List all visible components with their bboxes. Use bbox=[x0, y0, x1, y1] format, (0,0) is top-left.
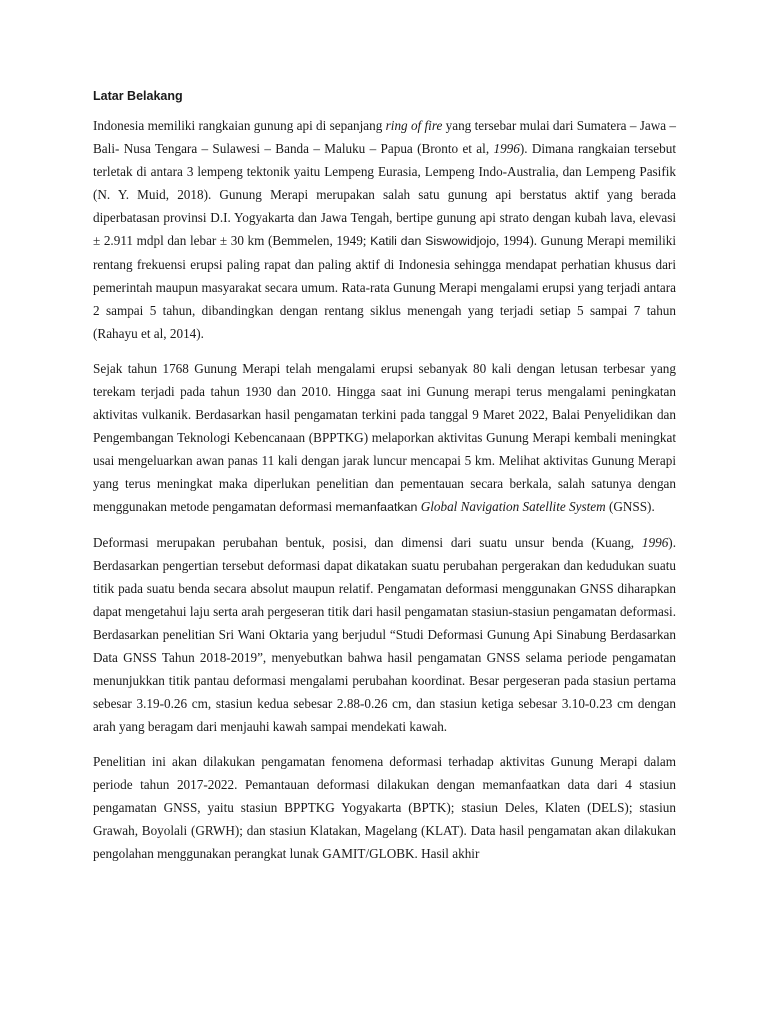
italic-text: ring of fire bbox=[385, 118, 443, 133]
text-segment: ). Dimana rangkaian tersebut terletak di antara 3 lempeng tektonik yaitu Lempeng Eurasia, Lempeng Indo-Australia, dan Lempeng Pasifik (N. Y. Muid, 2018). Gunung Merapi merupakan salah satu gunung api berstatus aktif yang berada diperbatasan provinsi D.I. Yogyakarta dan Jawa Tengah, bertipe gunung api strato dengan kubah lava, elevasi ± 2.911 mdpl dan lebar ± 30 km (Bemmelen, 1949; bbox=[93, 141, 677, 248]
text-segment: memanfaatkan bbox=[335, 500, 418, 514]
paragraph-1 bbox=[93, 114, 676, 345]
section-heading: Latar Belakang bbox=[93, 89, 183, 103]
text-segment: Indonesia memiliki rangkaian gunung api di sepanjang bbox=[93, 118, 386, 133]
text-segment: (GNSS). bbox=[605, 499, 655, 514]
paragraph-4 bbox=[93, 750, 676, 865]
paragraph-3 bbox=[93, 531, 676, 738]
italic-text: Global Navigation Satellite System bbox=[420, 499, 606, 514]
paragraph-2 bbox=[93, 357, 676, 519]
italic-text: 1996 bbox=[641, 535, 669, 550]
text-segment: Deformasi merupakan perubahan bentuk, posisi, dan dimensi dari suatu unsur benda (Kuang, bbox=[93, 535, 642, 550]
text-segment: Penelitian ini akan dilakukan pengamatan fenomena deformasi terhadap aktivitas Gunung Merapi dalam periode tahun 2017-2022. Pemantauan deformasi dilakukan dengan memanfaatkan data dari 4 stasiun pengamatan GNSS, yaitu stasiun BPPTKG Yogyakarta (BPTK); stasiun Deles, Klaten (DELS); stasiun Grawah, Boyolali (GRWH); dan stasiun Klatakan, Magelang (KLAT). Data hasil pengamatan akan dilakukan pengolahan menggunakan perangkat lunak GAMIT/GLOBK. Hasil akhir bbox=[93, 754, 676, 861]
text-segment: Sejak tahun 1768 Gunung Merapi telah mengalami erupsi sebanyak 80 kali dengan letusan terbesar yang terekam terjadi pada tahun 1930 dan 2010. Hingga saat ini Gunung merapi terus mengalami peningkatan aktivitas vulkanik. Berdasarkan hasil pengamatan terkini pada tanggal 9 Maret 2022, Balai Penyelidikan dan Pengembangan Teknologi Kebencanaan (BPPTKG) melaporkan aktivitas Gunung Merapi kembali meningkat usai mengeluarkan awan panas 11 kali dengan jarak luncur mencapai 5 km. Melihat aktivitas Gunung Merapi yang terus meningkat maka diperlukan penelitian dan pementauan secara berkala, salah satunya dengan menggunakan metode pengamatan deformasi bbox=[93, 361, 676, 514]
document-body bbox=[93, 114, 676, 865]
document-page bbox=[93, 88, 676, 877]
text-segment: Katili dan Siswowidjojo bbox=[370, 234, 497, 248]
italic-text: 1996 bbox=[493, 141, 520, 156]
text-segment: , 1994). Gunung Merapi memiliki rentang frekuensi erupsi paling rapat dan paling aktif di Indonesia sehingga mendapat perhatian khusus dari pemerintah maupun masyarakat secara umum. Rata-rata Gunung Merapi mengalami erupsi yang terjadi antara 2 sampai 5 tahun, dibandingkan dengan rentang siklus menengah yang terjadi setiap 5 sampai 7 tahun (Rahayu et al, 2014). bbox=[93, 233, 677, 341]
text-segment: ). Berdasarkan pengertian tersebut deformasi dapat dikatakan suatu perubahan pergerakan dan kedudukan suatu titik pada suatu benda secara absolut maupun relatif. Pengamatan deformasi menggunakan GNSS diharapkan dapat mengetahui laju serta arah pergeseran titik dari hasil pengamatan stasiun-stasiun pengamatan deformasi. Berdasarkan penelitian Sri Wani Oktaria yang berjudul “Studi Deformasi Gunung Api Sinabung Berdasarkan Data GNSS Tahun 2018-2019”, menyebutkan bahwa hasil pengamatan GNSS selama periode pengamatan menunjukkan titik pantau deformasi mengalami perubahan koordinat. Besar pergeseran pada stasiun pertama sebesar 3.19-0.26 cm, stasiun kedua sebesar 2.88-0.26 cm, dan stasiun ketiga sebesar 3.10-0.23 cm dengan arah yang beragam dari menjauhi kawah sampai mendekati kawah. bbox=[93, 535, 676, 734]
text-segment: yang tersebar mulai dari Sumatera – Jawa – Bali- Nusa Tengara – Sulawesi – Banda – Maluku – Papua (Bronto et al, bbox=[93, 118, 676, 156]
